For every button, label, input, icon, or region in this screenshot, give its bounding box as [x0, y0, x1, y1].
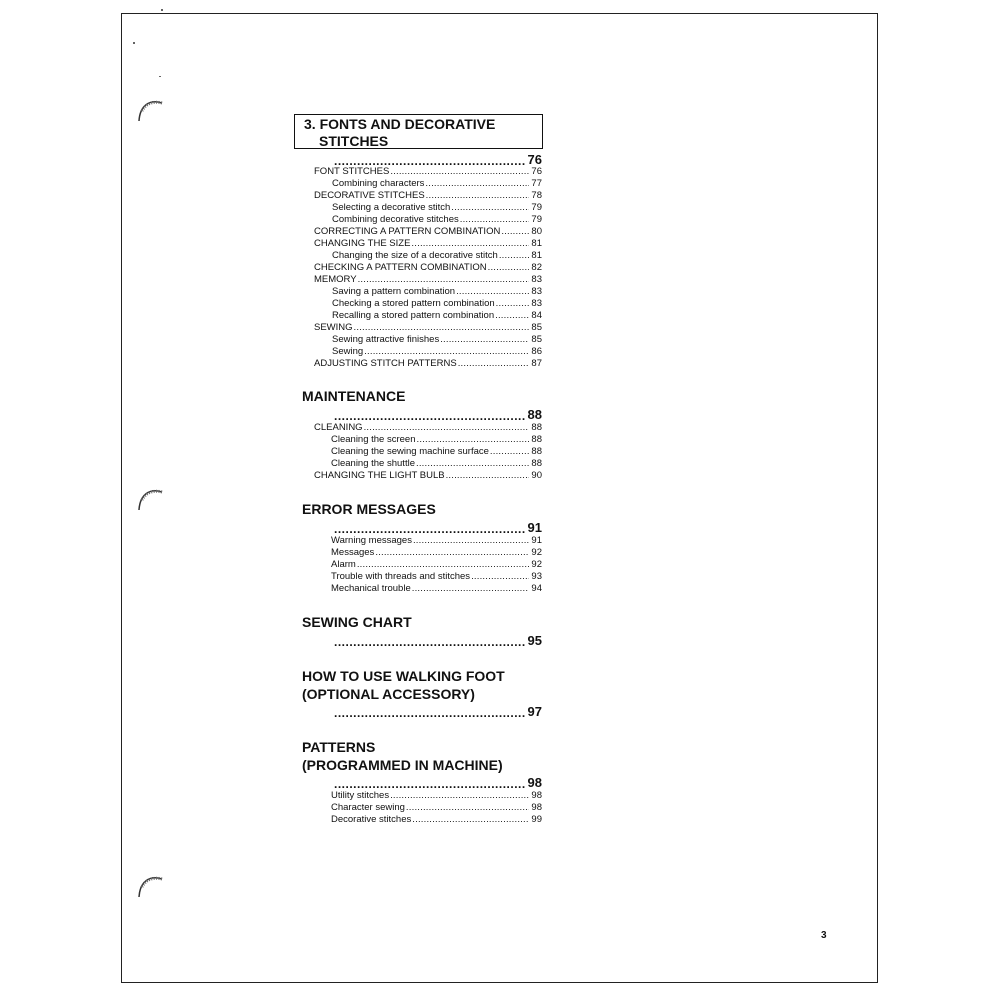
section-heading-error-messages: ERROR MESSAGES: [302, 501, 436, 517]
toc-entry[interactable]: Saving a pattern combination ..... 83: [332, 286, 542, 297]
page-number: 3: [821, 930, 827, 941]
toc-entry[interactable]: CLEANING ..... 88: [314, 422, 542, 433]
section-page-line[interactable]: [334, 703, 542, 719]
toc-entry[interactable]: CORRECTING A PATTERN COMBINATION ..... 80: [314, 226, 542, 237]
toc-entry[interactable]: Changing the size of a decorative stitch ..... 81: [332, 250, 542, 261]
toc-entry[interactable]: Warning messages ..... 91: [331, 535, 542, 546]
toc-entry[interactable]: Combining characters ..... 77: [332, 178, 542, 189]
toc-entry[interactable]: Sewing attractive finishes ..... 85: [332, 334, 542, 345]
toc-entry[interactable]: DECORATIVE STITCHES ..... 78: [314, 190, 542, 201]
toc-entry[interactable]: Utility stitches ..... 98: [331, 790, 542, 801]
section-page-number: 98: [527, 775, 542, 790]
chapter-heading-box: [294, 114, 543, 149]
section-heading-patterns-line2: (PROGRAMMED IN MACHINE): [302, 757, 503, 773]
chapter-title-line1: 3. FONTS AND DECORATIVE: [304, 116, 496, 132]
section-page-line[interactable]: [334, 632, 542, 648]
toc-entry[interactable]: CHANGING THE LIGHT BULB ..... 90: [314, 470, 542, 481]
toc-entry[interactable]: Mechanical trouble ..... 94: [331, 583, 542, 594]
section-page-number: 97: [527, 704, 542, 719]
toc-entry[interactable]: Cleaning the shuttle ..... 88: [331, 458, 542, 469]
toc-entry[interactable]: MEMORY ..... 83: [314, 274, 542, 285]
section-heading-sewing-chart: SEWING CHART: [302, 614, 412, 630]
toc-entry[interactable]: Checking a stored pattern combination ..... 83: [332, 298, 542, 309]
toc-entry[interactable]: Selecting a decorative stitch ..... 79: [332, 202, 542, 213]
chapter-page-line[interactable]: [334, 151, 542, 167]
section-page-line[interactable]: [334, 519, 542, 535]
toc-entry[interactable]: Decorative stitches ..... 99: [331, 814, 542, 825]
section-page-line[interactable]: [334, 774, 542, 790]
toc-entry[interactable]: Alarm ..... 92: [331, 559, 542, 570]
toc-entry[interactable]: CHECKING A PATTERN COMBINATION ..... 82: [314, 262, 542, 273]
toc-entry[interactable]: ADJUSTING STITCH PATTERNS ..... 87: [314, 358, 542, 369]
toc-entry[interactable]: Sewing ..... 86: [332, 346, 542, 357]
toc-entry[interactable]: Recalling a stored pattern combination ..... 84: [332, 310, 542, 321]
toc-entry[interactable]: CHANGING THE SIZE ..... 81: [314, 238, 542, 249]
toc-entry[interactable]: FONT STITCHES ..... 76: [314, 166, 542, 177]
toc-entry[interactable]: SEWING ..... 85: [314, 322, 542, 333]
chapter-page-number: 76: [527, 152, 542, 167]
toc-entry[interactable]: Combining decorative stitches ..... 79: [332, 214, 542, 225]
section-page-number: 91: [527, 520, 542, 535]
toc-entry[interactable]: Character sewing ..... 98: [331, 802, 542, 813]
toc-entry[interactable]: Cleaning the screen ..... 88: [331, 434, 542, 445]
section-heading-walking-foot-line2: (OPTIONAL ACCESSORY): [302, 686, 475, 702]
toc-entry[interactable]: Messages ..... 92: [331, 547, 542, 558]
chapter-title-line2: STITCHES: [319, 133, 389, 149]
toc-entry[interactable]: Cleaning the sewing machine surface ..... 88: [331, 446, 542, 457]
section-heading-patterns: PATTERNS: [302, 739, 376, 755]
section-heading-maintenance: MAINTENANCE: [302, 388, 406, 404]
section-page-number: 95: [527, 633, 542, 648]
toc-entry[interactable]: Trouble with threads and stitches ..... 93: [331, 571, 542, 582]
section-page-number: 88: [527, 407, 542, 422]
section-heading-walking-foot: HOW TO USE WALKING FOOT: [302, 668, 505, 684]
section-page-line[interactable]: [334, 406, 542, 422]
